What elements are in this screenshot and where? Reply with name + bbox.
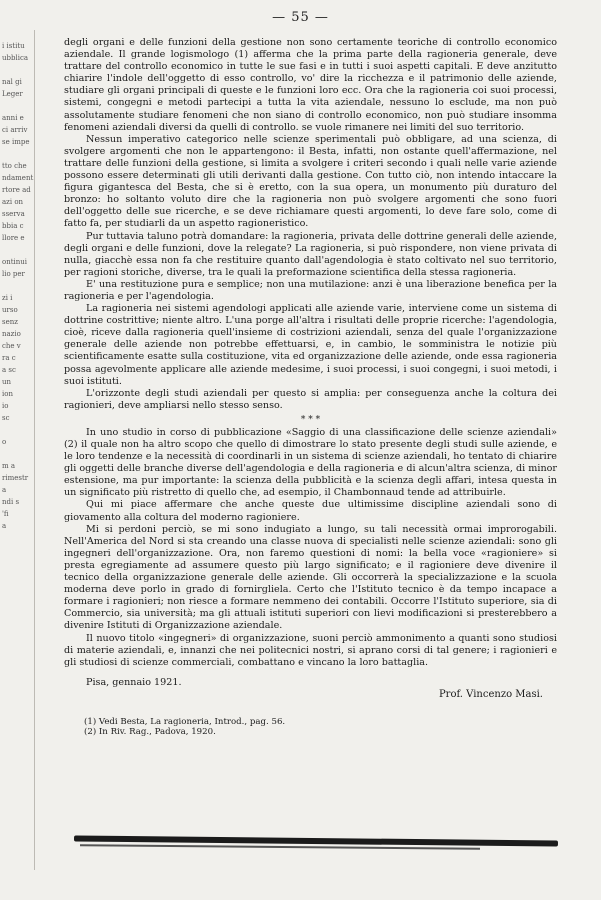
margin-fragment: che v [2, 342, 21, 350]
margin-fragment: urso [2, 306, 18, 314]
margin-fragment: anni e [2, 114, 24, 122]
margin-fragment: nazio [2, 330, 21, 338]
closing-block [64, 677, 557, 711]
margin-fragment [2, 244, 30, 256]
author-signature: Prof. Vincenzo Masi. [438, 688, 543, 700]
margin-fragment: a sc [2, 366, 16, 374]
margin-fragment: zi i [2, 294, 13, 302]
paragraph: In uno studio in corso di pubblicazione «Saggio di una classificazione delle scienze aziendali» (2) il quale non ha altro scopo che quello di dimostrare lo stato presente degli studi sulle aziende, e le loro tendenze e la necessità di coordinarli in un sistema di scienze aziendali, ho tentato di chiarire gli oggetti delle branche diverse dell'agendologia e della ragioneria e di alcun'altra scienza, di minor estensione, ma pur importante: la scienza della pubblicità e la scienza degli affari, intesa questa in un significato più ristretto di quello che, ad esempio, il Chambonnaud tende ad attribuirle. [64, 426, 557, 499]
margin-fragment: m a [2, 462, 16, 470]
page-gutter-divider [34, 30, 35, 870]
margin-fragment: nal gi [2, 78, 22, 86]
margin-fragment [2, 424, 30, 436]
footnote: (2) In Riv. Rag., Padova, 1920. [84, 727, 216, 738]
margin-fragment [2, 148, 30, 160]
margin-fragment: un [2, 378, 12, 386]
page-number: — 55 — [272, 10, 329, 25]
margin-fragment: sc [2, 414, 10, 422]
margin-fragment: ndament [2, 174, 34, 182]
paragraph: degli organi e delle funzioni della gestione non sono certamente teoriche di controllo economico aziendale. Il grande logismologo (1) afferma che la prima parte della ragioneria generale, deve trattare del controllo economico in tutte le sue fasi e in tutti i suoi aspetti capitali. E deve anzitutto chiarire l'indole dell'oggetto di esso controllo, vo' dire la ricchezza e il patrimonio delle aziende, studiare gli organi principali di queste e le funzioni loro ecc. Ora che la ragioneria coi suoi processi, sistemi, congegni e metodi partecipi a tutta la vita aziendale, nessuno lo esclude, ma non può assolutamente studiare fenomeni che non siano di controllo economico, non può studiare insomma fenomeni aziendali diversi da quelli di controllo. se vuole rimanere nei limiti del suo territorio. [64, 37, 557, 133]
footnote: (1) Vedi Besta, La ragioneria, Introd., pag. 56. [84, 716, 286, 727]
margin-fragment: ion [2, 390, 13, 398]
margin-fragment: llore e [2, 234, 25, 242]
margin-fragment [2, 280, 30, 292]
margin-fragment: i istitu [2, 42, 25, 50]
margin-fragment: senz [2, 318, 18, 326]
margin-fragment: 'fi [2, 510, 9, 518]
margin-fragment: se impe [2, 138, 30, 146]
margin-fragment [2, 532, 30, 544]
margin-fragment: o [2, 438, 7, 446]
paragraph: E' una restituzione pura e semplice; non una mutilazione: anzi è una liberazione benefica per la ragioneria e per l'agendologia. [64, 278, 557, 302]
paragraph: Qui mi piace affermare che anche queste due ultimissime discipline aziendali sono di giovamento alla coltura del moderno ragioniere. [64, 499, 557, 523]
left-margin-bleed-text [2, 40, 34, 544]
margin-fragment [2, 100, 30, 112]
paragraph: Pur tuttavia taluno potrà domandare: la ragioneria, privata delle dottrine generali delle aziende, degli organi e delle funzioni, dove la relegate? La ragioneria, si può rispondere, non viene privata di nulla, giacchè essa non fa che restituire quanto dall'agendologia è stato coltivato nel suo territorio, per ragioni storiche, diverse, tra le quali la preformazione scientifica della stessa ragioneria. [64, 230, 557, 278]
margin-fragment: tto che [2, 162, 27, 170]
paragraph: Nessun imperativo categorico nelle scienze sperimentali può obbligare, ad una scienza, di svolgere argomenti che non le appartengono: il Besta, infatti, non ostante quell'affermazione, nel trattare delle funzioni della gestione, si limita a svolgere i criteri secondo i quali nelle varie aziende possono essere determinati gli utili derivanti dalla gestione. Con tutto ciò, non intendo intaccare la figura gigantesca del Besta, che si è eretto, con la sua opera, un monumento più duraturo del bronzo: ho soltanto voluto dire che la ragioneria non può svolgere argomenti che sono fuori dell'oggetto delle sue ricerche, e se deve richiamare questi argomenti, lo deve fare solo, come di fatto fa, per studiarli da un aspetto ragioneristico. [64, 133, 557, 230]
margin-fragment [2, 64, 30, 76]
margin-fragment: ra c [2, 354, 16, 362]
margin-fragment: ci arriv [2, 126, 28, 134]
paragraph: Il nuovo titolo «ingegneri» di organizzazione, suoni perciò ammonimento a quanti sono studiosi di materie aziendali, e, innanzi che nei politecnici nostri, si aprano corsi di tal genere; i ragionieri e gli studiosi di scienze commerciali, combattano e vincano la loro battaglia. [64, 632, 557, 668]
margin-fragment: lio per [2, 270, 25, 278]
paragraph: Mi si perdoni perciò, se mi sono indugiato a lungo, su tali necessità ormai improrogabili. Nell'America del Nord si sta creando una classe nuova di specialisti nelle scienze aziendali: sono gli ingegneri dell'organizzazione. Ora, non faremo questioni di nomi: la bella voce «ragioniere» si presta egregiamente ad assumere questo più largo significato; e il ragioniere deve divenire il tecnico della organizzazione generale delle aziende. Gli occorrerà la specializzazione e la scuola moderna deve porlo in grado di fornirgliela. Certo che l'Istituto tecnico è da tempo incapace a formare i ragionieri; non riesce a formare nemmeno dei contabili. Occorre l'Istituto superiore, sia di Commercio, sia università; ma gli attuali istituti superiori con lievi modificazioni si presterebbero a divenire Istituti di Organizzazione aziendale. [64, 523, 557, 632]
section-separator: * * * [300, 414, 321, 425]
margin-fragment: Leger [2, 90, 23, 98]
margin-fragment: io [2, 402, 9, 410]
paragraph: La ragioneria nei sistemi agendologi applicati alle aziende varie, interviene come un sistema di dottrine costrittive; niente altro. L'una porge all'altra i risultati delle proprie ricerche: l'agendologia, cioè, riceve dalla ragioneria quell'insieme di costrizioni aziendali, senza del quale l'organizzazione generale delle aziende non potrebbe effettuarsi, e, in cambio, le somministra le notizie più scientificamente esatte sulla costituzione, vita ed organizzazione delle aziende, onde essa ragioneria possa agevolmente applicare alle aziende medesime, i suoi processi, i suoi congegni, i suoi metodi, i suoi istituti. [64, 303, 557, 387]
margin-fragment: a [2, 522, 7, 530]
margin-fragment: azi on [2, 198, 24, 206]
margin-fragment: ndi s [2, 498, 20, 506]
margin-fragment [2, 448, 30, 460]
article-body [64, 37, 557, 738]
margin-fragment: bbia c [2, 222, 24, 230]
place-date: Pisa, gennaio 1921. [86, 676, 182, 688]
margin-fragment: ubblica [2, 54, 29, 62]
margin-fragment: a [2, 486, 7, 494]
margin-fragment: rtore ad [2, 186, 31, 194]
margin-fragment: ontinui [2, 258, 28, 266]
margin-fragment: rimestr [2, 474, 29, 482]
margin-fragment: sserva [2, 210, 25, 218]
footnotes [64, 717, 557, 738]
paragraph: L'orizzonte degli studi aziendali per questo si amplia: per conseguenza anche la coltura dei ragionieri, deve ampliarsi nello stesso senso. [64, 387, 557, 411]
